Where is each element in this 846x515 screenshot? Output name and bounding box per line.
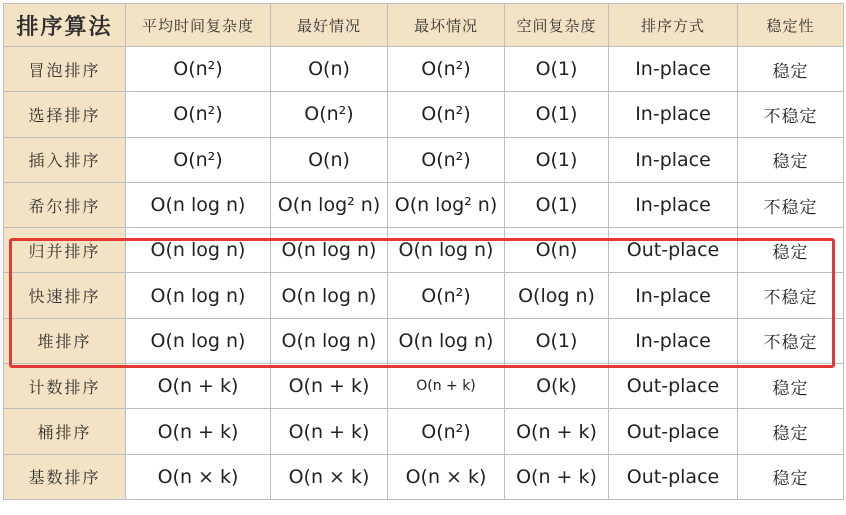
worst-case-cell: O(n²) xyxy=(388,47,505,92)
sorting-complexity-table xyxy=(3,3,844,500)
sort-mode-cell: Out-place xyxy=(609,364,738,409)
best-case-cell: O(n) xyxy=(271,47,388,92)
corner-header: 排序算法 xyxy=(4,4,126,47)
stability-cell: 稳定 xyxy=(738,228,844,273)
algorithm-name: 希尔排序 xyxy=(4,182,126,227)
worst-case-cell: O(n²) xyxy=(388,409,505,454)
algorithm-name: 冒泡排序 xyxy=(4,47,126,92)
header-stability: 稳定性 xyxy=(738,4,844,47)
stability-cell: 不稳定 xyxy=(738,92,844,137)
space-cell: O(n + k) xyxy=(505,409,609,454)
stability-cell: 不稳定 xyxy=(738,273,844,318)
sort-mode-cell: In-place xyxy=(609,318,738,363)
stability-cell: 不稳定 xyxy=(738,318,844,363)
stability-cell: 不稳定 xyxy=(738,182,844,227)
best-case-cell: O(n log² n) xyxy=(271,182,388,227)
sort-mode-cell: In-place xyxy=(609,137,738,182)
average-time-cell: O(n²) xyxy=(126,92,271,137)
algorithm-name: 快速排序 xyxy=(4,273,126,318)
table-row xyxy=(4,273,844,318)
table-row xyxy=(4,228,844,273)
stability-cell: 稳定 xyxy=(738,454,844,499)
worst-case-cell: O(n × k) xyxy=(388,454,505,499)
worst-case-cell: O(n²) xyxy=(388,137,505,182)
worst-case-cell: O(n log n) xyxy=(388,228,505,273)
best-case-cell: O(n log n) xyxy=(271,318,388,363)
average-time-cell: O(n × k) xyxy=(126,454,271,499)
table-row xyxy=(4,47,844,92)
algorithm-name: 计数排序 xyxy=(4,364,126,409)
best-case-cell: O(n log n) xyxy=(271,273,388,318)
average-time-cell: O(n log n) xyxy=(126,182,271,227)
algorithm-name: 选择排序 xyxy=(4,92,126,137)
header-best-case: 最好情况 xyxy=(271,4,388,47)
sort-mode-cell: In-place xyxy=(609,182,738,227)
table-row xyxy=(4,318,844,363)
space-cell: O(1) xyxy=(505,92,609,137)
best-case-cell: O(n + k) xyxy=(271,409,388,454)
header-row xyxy=(4,4,844,47)
space-cell: O(log n) xyxy=(505,273,609,318)
space-cell: O(1) xyxy=(505,318,609,363)
stability-cell: 稳定 xyxy=(738,364,844,409)
header-worst-case: 最坏情况 xyxy=(388,4,505,47)
algorithm-name: 桶排序 xyxy=(4,409,126,454)
table-container xyxy=(3,3,844,500)
stability-cell: 稳定 xyxy=(738,409,844,454)
best-case-cell: O(n log n) xyxy=(271,228,388,273)
average-time-cell: O(n log n) xyxy=(126,273,271,318)
average-time-cell: O(n log n) xyxy=(126,228,271,273)
best-case-cell: O(n²) xyxy=(271,92,388,137)
space-cell: O(1) xyxy=(505,47,609,92)
best-case-cell: O(n) xyxy=(271,137,388,182)
header-sort-mode: 排序方式 xyxy=(609,4,738,47)
stability-cell: 稳定 xyxy=(738,47,844,92)
space-cell: O(1) xyxy=(505,182,609,227)
average-time-cell: O(n + k) xyxy=(126,364,271,409)
table-row xyxy=(4,137,844,182)
worst-case-cell: O(n log n) xyxy=(388,318,505,363)
table-row xyxy=(4,182,844,227)
algorithm-name: 堆排序 xyxy=(4,318,126,363)
worst-case-cell: O(n²) xyxy=(388,92,505,137)
sort-mode-cell: Out-place xyxy=(609,228,738,273)
worst-case-cell: O(n²) xyxy=(388,273,505,318)
header-space: 空间复杂度 xyxy=(505,4,609,47)
average-time-cell: O(n²) xyxy=(126,137,271,182)
average-time-cell: O(n + k) xyxy=(126,409,271,454)
space-cell: O(n + k) xyxy=(505,454,609,499)
space-cell: O(n) xyxy=(505,228,609,273)
sort-mode-cell: Out-place xyxy=(609,409,738,454)
worst-case-cell: O(n log² n) xyxy=(388,182,505,227)
header-average-time: 平均时间复杂度 xyxy=(126,4,271,47)
best-case-cell: O(n × k) xyxy=(271,454,388,499)
table-row xyxy=(4,364,844,409)
table-row xyxy=(4,409,844,454)
worst-case-cell: O(n + k) xyxy=(388,364,505,409)
best-case-cell: O(n + k) xyxy=(271,364,388,409)
space-cell: O(1) xyxy=(505,137,609,182)
sort-mode-cell: In-place xyxy=(609,273,738,318)
algorithm-name: 插入排序 xyxy=(4,137,126,182)
algorithm-name: 归并排序 xyxy=(4,228,126,273)
average-time-cell: O(n log n) xyxy=(126,318,271,363)
average-time-cell: O(n²) xyxy=(126,47,271,92)
sort-mode-cell: In-place xyxy=(609,47,738,92)
sort-mode-cell: In-place xyxy=(609,92,738,137)
table-row xyxy=(4,92,844,137)
space-cell: O(k) xyxy=(505,364,609,409)
stability-cell: 稳定 xyxy=(738,137,844,182)
sort-mode-cell: Out-place xyxy=(609,454,738,499)
table-row xyxy=(4,454,844,499)
algorithm-name: 基数排序 xyxy=(4,454,126,499)
